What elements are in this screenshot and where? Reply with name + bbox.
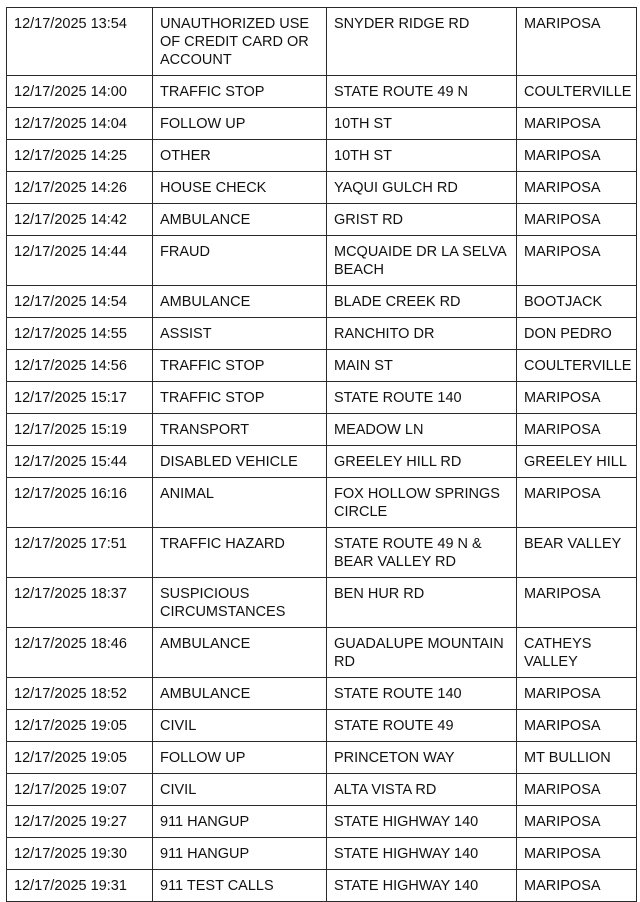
table-row (7, 318, 637, 350)
table-row (7, 236, 637, 286)
datetime-cell: 12/17/2025 14:56 (7, 350, 153, 382)
incident-type-cell: 911 TEST CALLS (153, 870, 327, 902)
incident-type-cell: TRAFFIC HAZARD (153, 528, 327, 578)
datetime-cell: 12/17/2025 14:26 (7, 172, 153, 204)
table-row (7, 478, 637, 528)
table-row (7, 774, 637, 806)
datetime-cell: 12/17/2025 14:25 (7, 140, 153, 172)
city-cell: MARIPOSA (517, 140, 637, 172)
location-cell: PRINCETON WAY (327, 742, 517, 774)
datetime-cell: 12/17/2025 15:17 (7, 382, 153, 414)
incident-type-cell: OTHER (153, 140, 327, 172)
location-cell: MAIN ST (327, 350, 517, 382)
city-cell: CATHEYS VALLEY (517, 628, 637, 678)
table-row (7, 204, 637, 236)
city-cell: MARIPOSA (517, 414, 637, 446)
incident-type-cell: AMBULANCE (153, 628, 327, 678)
incident-type-cell: FOLLOW UP (153, 108, 327, 140)
city-cell: MARIPOSA (517, 172, 637, 204)
table-row (7, 742, 637, 774)
incident-type-cell: TRAFFIC STOP (153, 350, 327, 382)
city-cell: MT BULLION (517, 742, 637, 774)
table-row (7, 382, 637, 414)
location-cell: STATE HIGHWAY 140 (327, 838, 517, 870)
location-cell: STATE ROUTE 140 (327, 678, 517, 710)
location-cell: STATE HIGHWAY 140 (327, 870, 517, 902)
table-row (7, 838, 637, 870)
table-row (7, 710, 637, 742)
city-cell: MARIPOSA (517, 236, 637, 286)
incident-log-table (6, 7, 637, 902)
incident-type-cell: DISABLED VEHICLE (153, 446, 327, 478)
datetime-cell: 12/17/2025 19:30 (7, 838, 153, 870)
datetime-cell: 12/17/2025 15:44 (7, 446, 153, 478)
location-cell: BLADE CREEK RD (327, 286, 517, 318)
datetime-cell: 12/17/2025 15:19 (7, 414, 153, 446)
datetime-cell: 12/17/2025 19:05 (7, 710, 153, 742)
location-cell: FOX HOLLOW SPRINGS CIRCLE (327, 478, 517, 528)
datetime-cell: 12/17/2025 14:04 (7, 108, 153, 140)
location-cell: 10TH ST (327, 108, 517, 140)
datetime-cell: 12/17/2025 19:05 (7, 742, 153, 774)
city-cell: COULTERVILLE (517, 350, 637, 382)
datetime-cell: 12/17/2025 18:37 (7, 578, 153, 628)
table-row (7, 8, 637, 76)
datetime-cell: 12/17/2025 16:16 (7, 478, 153, 528)
location-cell: RANCHITO DR (327, 318, 517, 350)
datetime-cell: 12/17/2025 17:51 (7, 528, 153, 578)
datetime-cell: 12/17/2025 18:46 (7, 628, 153, 678)
incident-type-cell: 911 HANGUP (153, 806, 327, 838)
table-row (7, 528, 637, 578)
location-cell: GUADALUPE MOUNTAIN RD (327, 628, 517, 678)
incident-type-cell: CIVIL (153, 774, 327, 806)
datetime-cell: 12/17/2025 14:55 (7, 318, 153, 350)
incident-type-cell: FOLLOW UP (153, 742, 327, 774)
incident-type-cell: FRAUD (153, 236, 327, 286)
incident-type-cell: HOUSE CHECK (153, 172, 327, 204)
city-cell: MARIPOSA (517, 678, 637, 710)
table-row (7, 108, 637, 140)
city-cell: GREELEY HILL (517, 446, 637, 478)
location-cell: STATE ROUTE 49 (327, 710, 517, 742)
incident-type-cell: TRAFFIC STOP (153, 76, 327, 108)
location-cell: MEADOW LN (327, 414, 517, 446)
location-cell: STATE ROUTE 49 N & BEAR VALLEY RD (327, 528, 517, 578)
city-cell: MARIPOSA (517, 806, 637, 838)
incident-type-cell: AMBULANCE (153, 204, 327, 236)
city-cell: MARIPOSA (517, 870, 637, 902)
table-row (7, 350, 637, 382)
city-cell: MARIPOSA (517, 710, 637, 742)
location-cell: MCQUAIDE DR LA SELVA BEACH (327, 236, 517, 286)
city-cell: BOOTJACK (517, 286, 637, 318)
city-cell: MARIPOSA (517, 838, 637, 870)
incident-type-cell: TRANSPORT (153, 414, 327, 446)
location-cell: STATE ROUTE 49 N (327, 76, 517, 108)
city-cell: BEAR VALLEY (517, 528, 637, 578)
location-cell: ALTA VISTA RD (327, 774, 517, 806)
incident-type-cell: CIVIL (153, 710, 327, 742)
location-cell: GREELEY HILL RD (327, 446, 517, 478)
city-cell: MARIPOSA (517, 382, 637, 414)
datetime-cell: 12/17/2025 19:31 (7, 870, 153, 902)
city-cell: MARIPOSA (517, 774, 637, 806)
incident-type-cell: UNAUTHORIZED USE OF CREDIT CARD OR ACCOUNT (153, 8, 327, 76)
table-row (7, 628, 637, 678)
datetime-cell: 12/17/2025 14:44 (7, 236, 153, 286)
datetime-cell: 12/17/2025 18:52 (7, 678, 153, 710)
table-row (7, 414, 637, 446)
location-cell: SNYDER RIDGE RD (327, 8, 517, 76)
incident-type-cell: 911 HANGUP (153, 838, 327, 870)
incident-type-cell: ASSIST (153, 318, 327, 350)
city-cell: MARIPOSA (517, 578, 637, 628)
table-row (7, 172, 637, 204)
datetime-cell: 12/17/2025 19:27 (7, 806, 153, 838)
location-cell: 10TH ST (327, 140, 517, 172)
datetime-cell: 12/17/2025 14:54 (7, 286, 153, 318)
city-cell: MARIPOSA (517, 204, 637, 236)
city-cell: MARIPOSA (517, 478, 637, 528)
datetime-cell: 12/17/2025 13:54 (7, 8, 153, 76)
table-row (7, 806, 637, 838)
table-row (7, 446, 637, 478)
incident-type-cell: AMBULANCE (153, 286, 327, 318)
city-cell: MARIPOSA (517, 8, 637, 76)
table-row (7, 140, 637, 172)
incident-type-cell: SUSPICIOUS CIRCUMSTANCES (153, 578, 327, 628)
city-cell: COULTERVILLE (517, 76, 637, 108)
table-row (7, 870, 637, 902)
table-row (7, 678, 637, 710)
location-cell: STATE HIGHWAY 140 (327, 806, 517, 838)
city-cell: MARIPOSA (517, 108, 637, 140)
table-row (7, 76, 637, 108)
city-cell: DON PEDRO (517, 318, 637, 350)
location-cell: YAQUI GULCH RD (327, 172, 517, 204)
table-row (7, 286, 637, 318)
table-row (7, 578, 637, 628)
location-cell: BEN HUR RD (327, 578, 517, 628)
incident-type-cell: TRAFFIC STOP (153, 382, 327, 414)
incident-type-cell: ANIMAL (153, 478, 327, 528)
incident-type-cell: AMBULANCE (153, 678, 327, 710)
datetime-cell: 12/17/2025 14:00 (7, 76, 153, 108)
location-cell: GRIST RD (327, 204, 517, 236)
location-cell: STATE ROUTE 140 (327, 382, 517, 414)
datetime-cell: 12/17/2025 19:07 (7, 774, 153, 806)
datetime-cell: 12/17/2025 14:42 (7, 204, 153, 236)
